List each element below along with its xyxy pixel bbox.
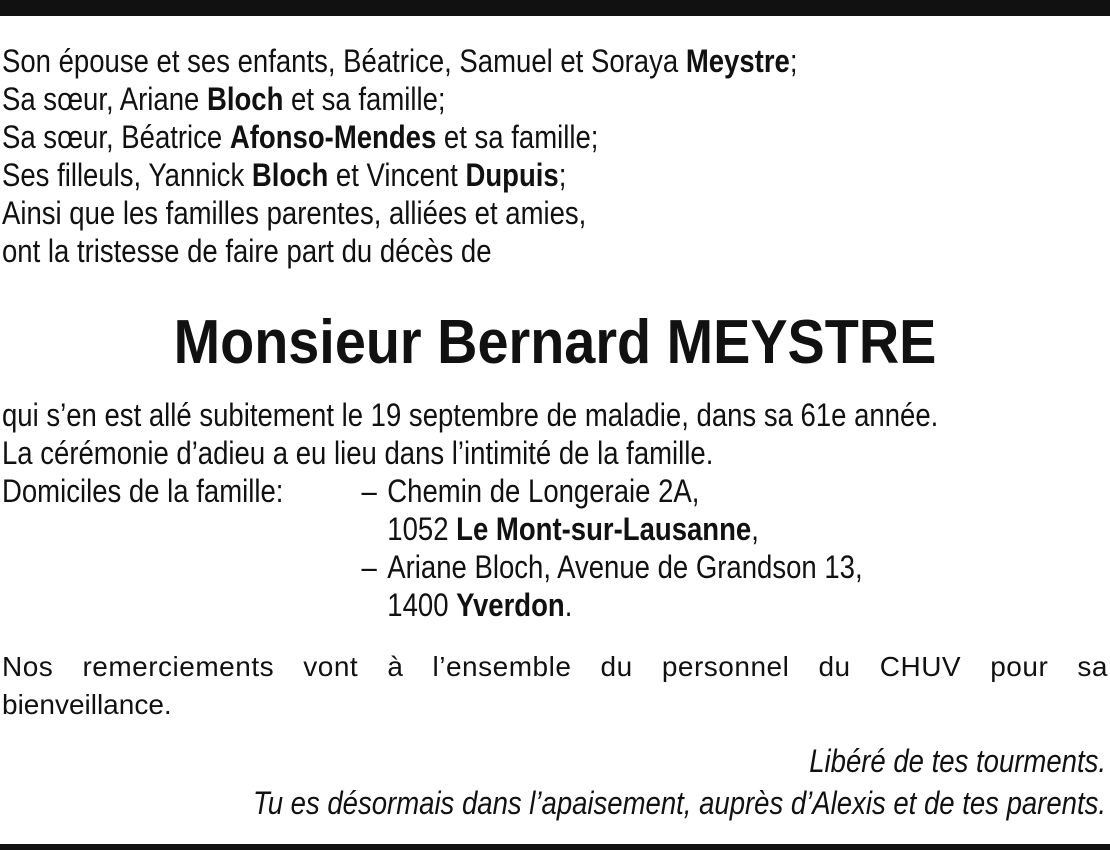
thanks-line-1: Nos remerciements vont à l’ensemble du personnel du CHUV pour sa: [2, 651, 1108, 682]
address-2-street: Ariane Bloch, Avenue de Grandson 13,: [387, 549, 863, 585]
thanks-paragraph: [2, 648, 1108, 724]
dash-bullet: –: [361, 473, 377, 509]
address-2-locality: 1400 Yverdon.: [387, 587, 573, 623]
ceremony-details: La cérémonie d’adieu a eu lieu dans l’intimité de la famille.: [2, 435, 714, 471]
quote-line-2: Tu es désormais dans l’apaisement, auprès d’Alexis et de tes parents.: [252, 785, 1106, 821]
surname-dupuis: Dupuis: [465, 157, 559, 193]
surname-meystre: Meystre: [685, 43, 790, 79]
intro-line-godchildren: Ses filleuls, Yannick Bloch et Vincent Dupuis;: [2, 157, 567, 193]
intro-line-sister-ariane: Sa sœur, Ariane Bloch et sa famille;: [2, 81, 446, 117]
address-label: Domiciles de la famille:: [2, 473, 284, 509]
dash-bullet: –: [361, 549, 377, 585]
details-paragraph: [2, 396, 1103, 624]
surname-bloch: Bloch: [206, 81, 284, 117]
intro-line-spouse: Son épouse et ses enfants, Béatrice, Samuel et Soraya Meystre;: [2, 43, 798, 79]
address-1-city: Le Mont-sur-Lausanne: [456, 511, 752, 547]
surname-afonso-mendes: Afonso-Mendes: [229, 119, 437, 155]
address-entry-2: [361, 548, 862, 624]
intro-line-sister-beatrice: Sa sœur, Béatrice Afonso-Mendes et sa famille;: [2, 119, 599, 155]
passing-details: qui s’en est allé subitement le 19 septembre de maladie, dans sa 61e année.: [2, 397, 939, 433]
address-list: [361, 472, 862, 624]
thanks-line-2: bienveillance.: [2, 689, 172, 720]
address-entry-1: [361, 472, 862, 548]
address-1-locality: 1052 Le Mont-sur-Lausanne,: [387, 511, 759, 547]
intro-paragraph: [2, 42, 948, 270]
surname-bloch-2: Bloch: [251, 157, 329, 193]
family-address-block: [2, 472, 1103, 624]
address-2-city: Yverdon: [456, 587, 565, 623]
closing-quote: [6, 740, 1106, 824]
quote-line-1: Libéré de tes tourments.: [809, 743, 1106, 779]
address-1-street: Chemin de Longeraie 2A,: [387, 473, 700, 509]
top-rule: [0, 0, 1110, 16]
intro-line-announcement: ont la tristesse de faire part du décès de: [2, 233, 492, 269]
intro-line-relatives: Ainsi que les familles parentes, alliées et amies,: [2, 195, 587, 231]
bottom-rule: [0, 844, 1110, 850]
deceased-name: Monsieur Bernard MEYSTRE: [173, 308, 937, 377]
